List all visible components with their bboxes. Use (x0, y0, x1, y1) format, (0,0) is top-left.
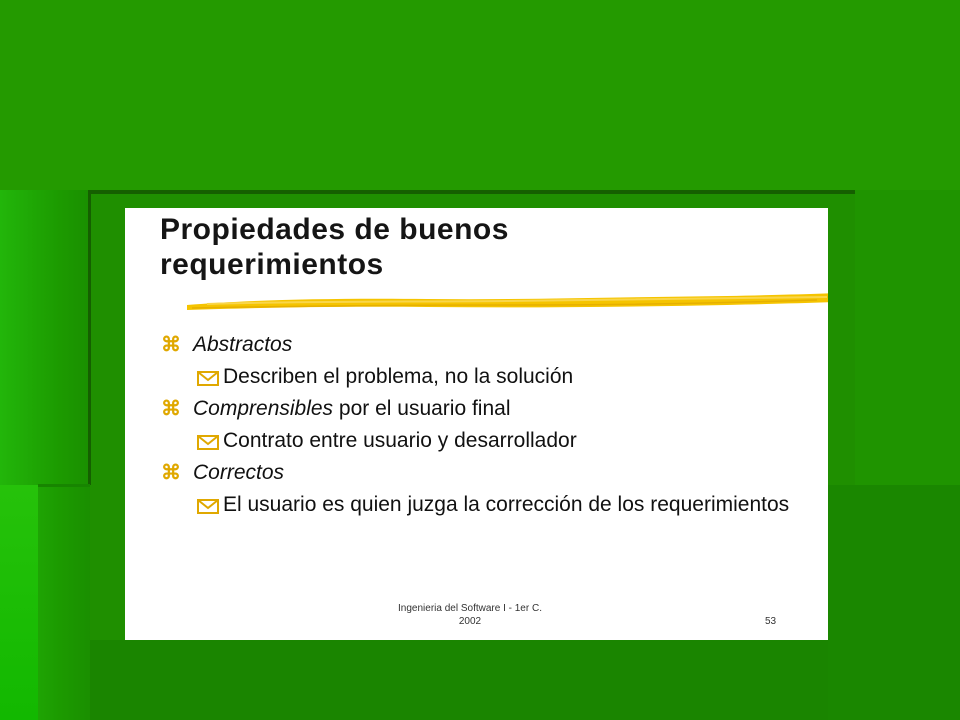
slide-title-line-2: requerimientos (160, 248, 384, 281)
envelope-icon (197, 371, 219, 386)
sub-bullet-text: El usuario es quien juzga la corrección de los requerimientos (223, 493, 790, 516)
sub-bullet (161, 362, 821, 394)
sub-bullet-text: Contrato entre usuario y desarrollador (223, 429, 577, 452)
command-key-icon: ⌘ (161, 398, 181, 420)
background-right-top (855, 190, 960, 485)
background-top (0, 0, 960, 190)
frame-line-mid (38, 484, 90, 487)
footer-line-1: Ingenieria del Software I - 1er C. (398, 603, 542, 614)
envelope-icon (197, 499, 219, 514)
bullet-label-italic: Abstractos (193, 333, 293, 356)
bullet-label-rest: por el usuario final (333, 397, 511, 420)
background-left-lower (0, 485, 38, 720)
page-number: 53 (765, 616, 777, 627)
footer-line-2: 2002 (458, 616, 482, 627)
frame-line-top (90, 190, 855, 194)
envelope-icon (197, 435, 219, 450)
bullet-abstractos (161, 330, 821, 362)
bullet-label-italic: Correctos (193, 461, 285, 484)
slide-title-line-1: Propiedades de buenos (160, 213, 509, 246)
sub-bullet (161, 426, 821, 458)
highlighter-stroke (187, 288, 828, 314)
command-key-icon: ⌘ (161, 334, 181, 356)
background-bottom (90, 640, 828, 720)
background-right-lower (828, 485, 960, 720)
slide-title (160, 212, 509, 282)
slide-image (125, 208, 828, 640)
footer-course (355, 602, 585, 628)
bullet-comprensibles (161, 394, 821, 426)
frame-line-left (88, 190, 91, 485)
command-key-icon: ⌘ (161, 462, 181, 484)
bullet-label-italic: Comprensibles (193, 397, 334, 420)
sub-bullet-text: Describen el problema, no la solución (223, 365, 574, 388)
bullet-correctos (161, 458, 821, 490)
sub-bullet (161, 490, 821, 550)
bullet-list (161, 330, 821, 550)
